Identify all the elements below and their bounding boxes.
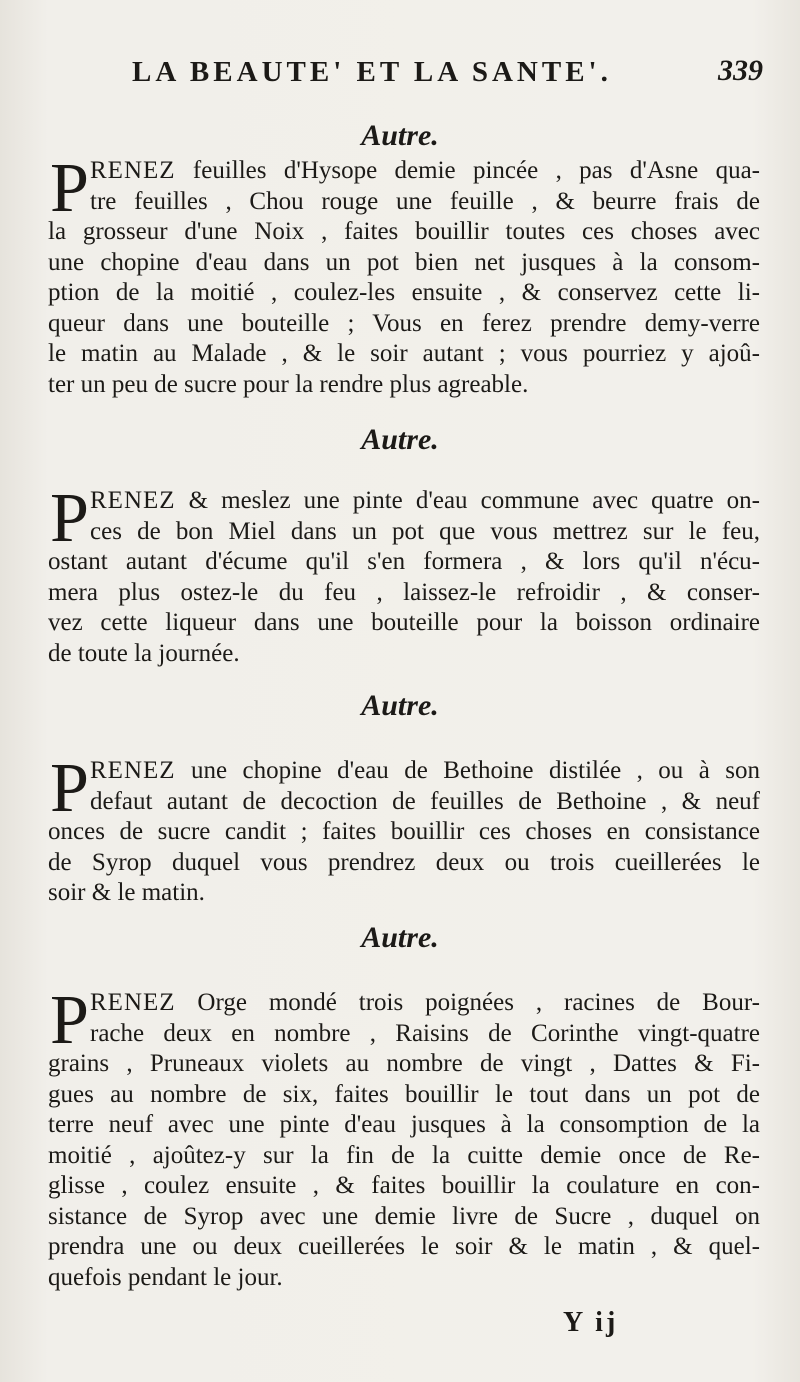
text-line: la grosseur d'une Noix , faites bouillir toutes ces choses avec <box>48 218 760 245</box>
drop-cap: P <box>50 150 89 227</box>
text-line: RENEZ & meslez une pinte d'eau commune avec quatre on- <box>90 487 760 514</box>
text-line: de Syrop duquel vous prendrez deux ou trois cueillerées le <box>48 848 760 876</box>
text-line: gues au nombre de six, faites bouillir le tout dans un pot de <box>48 1080 760 1108</box>
first-word: RENEZ <box>90 757 176 784</box>
page-number: 339 <box>718 54 763 87</box>
text-line: mera plus ostez-le du feu , laissez-le refroidir , & conser- <box>48 578 760 606</box>
text-line: le matin au Malade , & le soir autant ; vous pourriez y ajoû- <box>48 340 760 367</box>
text-line: RENEZ Orge mondé trois poignées , racines de Bour- <box>90 989 760 1016</box>
section-heading: Autre. <box>361 689 439 722</box>
text-line: ption de la moitié , coulez-les ensuite , & conservez cette li- <box>48 279 760 306</box>
text-line: tre feuilles , Chou rouge une feuille , & beurre frais de <box>90 187 760 215</box>
recipe-section <box>0 686 800 909</box>
section-heading: Autre. <box>361 423 439 456</box>
section-heading: Autre. <box>361 119 439 152</box>
text-line: ces de bon Miel dans un pot que vous mettrez sur le feu, <box>90 517 760 545</box>
recipe-text <box>48 150 760 400</box>
text-line: ostant autant d'écume qu'il s'en formera , & lors qu'il n'écu- <box>48 548 760 575</box>
text-line: onces de sucre candit ; faites bouillir ces choses en consistance <box>48 818 760 845</box>
recipe-section <box>0 918 800 1293</box>
text-line: moitié , ajoûtez-y sur la fin de la cuitte demie once de Re- <box>48 1141 760 1169</box>
text-line: ter un peu de sucre pour la rendre plus agreable. <box>48 370 529 398</box>
drop-cap: P <box>50 480 89 557</box>
first-word: RENEZ <box>90 989 176 1016</box>
drop-cap: P <box>50 750 89 827</box>
text-line: RENEZ une chopine d'eau de Bethoine distilée , ou à son <box>90 757 760 784</box>
recipe-text <box>48 982 760 1293</box>
first-word: RENEZ <box>90 487 176 514</box>
text-line: une chopine d'eau dans un pot bien net jusques à la consom- <box>48 248 760 276</box>
recipe-section <box>0 116 800 400</box>
running-title: LA BEAUTE' ET LA SANTE'. <box>132 56 612 88</box>
first-word: RENEZ <box>90 157 176 184</box>
drop-cap: P <box>50 982 89 1059</box>
text-line: defaut autant de decoction de feuilles de Bethoine , & neuf <box>90 787 760 815</box>
text-line: de toute la journée. <box>48 639 240 667</box>
recipe-text <box>48 750 760 909</box>
text-line: vez cette liqueur dans une bouteille pour la boisson ordinaire <box>48 609 760 636</box>
text-line: glisse , coulez ensuite , & faites bouillir la coulature en con- <box>48 1172 760 1199</box>
text-line: grains , Pruneaux violets au nombre de vingt , Dattes & Fi- <box>48 1050 760 1077</box>
text-line: prendra une ou deux cueillerées le soir & le matin , & quel- <box>48 1233 760 1260</box>
recipe-section <box>0 420 800 669</box>
text-line: quefois pendant le jour. <box>48 1263 283 1291</box>
text-line: sistance de Syrop avec une demie livre de Sucre , duquel on <box>48 1202 760 1230</box>
section-heading: Autre. <box>361 921 439 954</box>
text-line: terre neuf avec une pinte d'eau jusques à la consomption de la <box>48 1111 760 1138</box>
recipe-text <box>48 480 760 669</box>
text-line: rache deux en nombre , Raisins de Corinthe vingt-quatre <box>90 1019 760 1047</box>
signature-mark: Y ij <box>563 1307 619 1338</box>
text-line: RENEZ feuilles d'Hysope demie pincée , pas d'Asne qua- <box>90 157 760 184</box>
text-line: soir & le matin. <box>48 879 205 906</box>
text-line: queur dans une bouteille ; Vous en ferez prendre demy-verre <box>48 309 760 337</box>
running-head <box>0 52 800 96</box>
